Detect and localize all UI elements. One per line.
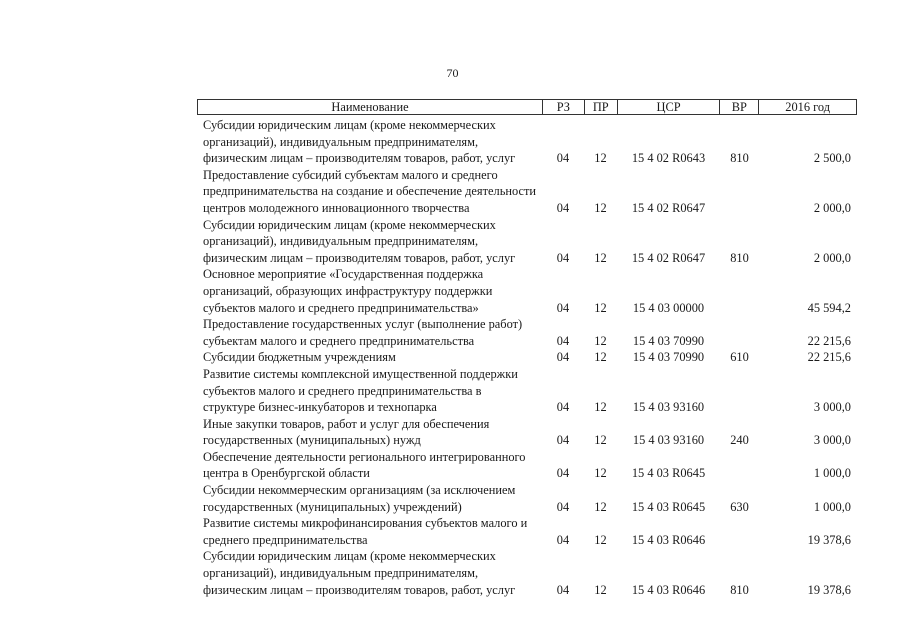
row-amount: 1 000,0 xyxy=(813,466,851,481)
row-csr: 15 4 02 R0647 xyxy=(631,200,706,215)
table-row xyxy=(197,117,857,167)
row-name-line: государственных (муниципальных) нужд xyxy=(203,433,421,448)
row-name-line: Развитие системы комплексной имущественной поддержки xyxy=(203,366,518,381)
row-pr: 12 xyxy=(594,200,607,215)
row-vr: 810 xyxy=(730,151,749,166)
row-rz: 04 xyxy=(556,250,570,265)
row-name-line: Основное мероприятие «Государственная поддержка xyxy=(203,267,484,282)
row-csr: 15 4 03 R0645 xyxy=(631,466,706,481)
row-rz: 04 xyxy=(556,582,570,597)
row-rz: 04 xyxy=(556,151,570,166)
header-vr: ВР xyxy=(719,100,758,114)
row-rz: 04 xyxy=(556,532,570,547)
row-pr: 12 xyxy=(594,250,607,265)
row-amount: 2 500,0 xyxy=(813,151,851,166)
row-amount: 3 000,0 xyxy=(813,433,851,448)
row-rz: 04 xyxy=(556,433,570,448)
row-rz: 04 xyxy=(556,400,570,415)
row-csr: 15 4 02 R0643 xyxy=(631,151,706,166)
row-csr: 15 4 03 R0646 xyxy=(631,532,706,547)
row-name xyxy=(197,548,542,598)
row-name xyxy=(197,515,542,548)
row-vr: 240 xyxy=(730,433,749,448)
row-amount: 2 000,0 xyxy=(813,200,851,215)
row-csr: 15 4 03 93160 xyxy=(632,400,705,415)
row-vr: 610 xyxy=(730,350,749,365)
row-rz: 04 xyxy=(556,350,570,365)
row-amount: 22 215,6 xyxy=(807,333,851,348)
table-row xyxy=(197,548,857,598)
row-name xyxy=(197,416,542,449)
row-amount: 3 000,0 xyxy=(813,400,851,415)
row-name-line: физическим лицам – производителям товаров, работ, услуг xyxy=(203,250,516,265)
row-name xyxy=(197,167,542,217)
row-csr: 15 4 03 93160 xyxy=(632,433,705,448)
row-amount: 2 000,0 xyxy=(813,250,851,265)
row-pr: 12 xyxy=(594,350,607,365)
table-body xyxy=(197,117,857,598)
budget-table xyxy=(197,99,857,598)
table-row xyxy=(197,316,857,349)
row-vr: 810 xyxy=(730,250,749,265)
row-name-line: структуре бизнес-инкубаторов и технопарка xyxy=(203,400,437,415)
row-name-line: физическим лицам – производителям товаров, работ, услуг xyxy=(203,582,516,597)
row-vr: 810 xyxy=(730,582,749,597)
row-csr: 15 4 03 R0646 xyxy=(631,582,706,597)
row-name-line: субъектам малого и среднего предпринимательства xyxy=(203,333,475,348)
row-pr: 12 xyxy=(594,532,607,547)
row-name-line: Предоставление субсидий субъектам малого и среднего xyxy=(203,167,498,182)
row-name xyxy=(197,366,542,416)
row-name-line: центров молодежного инновационного творчества xyxy=(203,200,470,215)
row-name-line: субъектов малого и среднего предпринимательства в xyxy=(203,383,482,398)
row-rz: 04 xyxy=(556,499,570,514)
row-name xyxy=(197,266,542,316)
row-pr: 12 xyxy=(594,300,607,315)
row-rz: 04 xyxy=(556,200,570,215)
row-name-line: Субсидии бюджетным учреждениям xyxy=(203,350,396,365)
header-year: 2016 год xyxy=(758,100,856,114)
row-name-line: центра в Оренбургской области xyxy=(203,466,370,481)
header-name: Наименование xyxy=(331,99,409,114)
page-number: 70 xyxy=(446,66,459,80)
row-rz: 04 xyxy=(556,466,570,481)
row-rz: 04 xyxy=(556,300,570,315)
table-row xyxy=(197,482,857,515)
table-row xyxy=(197,366,857,416)
table-header xyxy=(197,99,857,115)
table-row xyxy=(197,266,857,316)
table-row xyxy=(197,416,857,449)
row-amount: 19 378,6 xyxy=(807,582,851,597)
row-name-line: Предоставление государственных услуг (выполнение работ) xyxy=(203,317,523,332)
row-pr: 12 xyxy=(594,433,607,448)
row-name-line: физическим лицам – производителям товаров, работ, услуг xyxy=(203,151,516,166)
row-name-line: организаций), индивидуальным предпринимателям, xyxy=(203,234,479,249)
row-pr: 12 xyxy=(594,466,607,481)
row-amount: 19 378,6 xyxy=(807,532,851,547)
row-csr: 15 4 03 R0645 xyxy=(631,499,706,514)
header-rz: РЗ xyxy=(542,100,584,114)
row-vr: 630 xyxy=(730,499,749,514)
row-name xyxy=(197,482,542,515)
header-pr: ПР xyxy=(584,100,617,114)
row-amount: 22 215,6 xyxy=(807,350,851,365)
row-amount: 1 000,0 xyxy=(813,499,851,514)
row-pr: 12 xyxy=(594,582,607,597)
row-pr: 12 xyxy=(594,333,607,348)
row-csr: 15 4 03 70990 xyxy=(632,350,705,365)
table-row xyxy=(197,349,857,366)
row-csr: 15 4 02 R0647 xyxy=(631,250,706,265)
row-pr: 12 xyxy=(594,499,607,514)
row-name-line: субъектов малого и среднего предпринимательства» xyxy=(203,300,479,315)
row-name-line: Субсидии некоммерческим организациям (за исключением xyxy=(203,483,516,498)
row-name xyxy=(197,217,542,267)
row-name-line: Обеспечение деятельности регионального интегрированного xyxy=(203,449,526,464)
row-name-line: Субсидии юридическим лицам (кроме некоммерческих xyxy=(203,549,496,564)
header-csr: ЦСР xyxy=(617,100,720,114)
row-pr: 12 xyxy=(594,400,607,415)
row-name xyxy=(197,316,542,349)
row-name-line: Иные закупки товаров, работ и услуг для обеспечения xyxy=(203,416,490,431)
row-name-line: организаций), индивидуальным предпринимателям, xyxy=(203,566,479,581)
row-amount: 45 594,2 xyxy=(807,300,851,315)
row-csr: 15 4 03 70990 xyxy=(632,333,705,348)
row-name-line: Развитие системы микрофинансирования субъектов малого и xyxy=(203,516,528,531)
row-name-line: государственных (муниципальных) учреждений) xyxy=(203,499,462,514)
row-pr: 12 xyxy=(594,151,607,166)
row-name-line: организаций), индивидуальным предпринимателям, xyxy=(203,134,479,149)
row-name xyxy=(197,349,542,366)
row-csr: 15 4 03 00000 xyxy=(632,300,705,315)
table-row xyxy=(197,515,857,548)
table-row xyxy=(197,167,857,217)
table-row xyxy=(197,449,857,482)
row-name-line: среднего предпринимательства xyxy=(203,532,368,547)
row-name-line: организаций, образующих инфраструктуру поддержки xyxy=(203,283,493,298)
row-name xyxy=(197,117,542,167)
row-name-line: предпринимательства на создание и обеспечение деятельности xyxy=(203,184,537,199)
row-rz: 04 xyxy=(556,333,570,348)
row-name-line: Субсидии юридическим лицам (кроме некоммерческих xyxy=(203,217,496,232)
row-name-line: Субсидии юридическим лицам (кроме некоммерческих xyxy=(203,118,496,132)
table-row xyxy=(197,217,857,267)
row-name xyxy=(197,449,542,482)
